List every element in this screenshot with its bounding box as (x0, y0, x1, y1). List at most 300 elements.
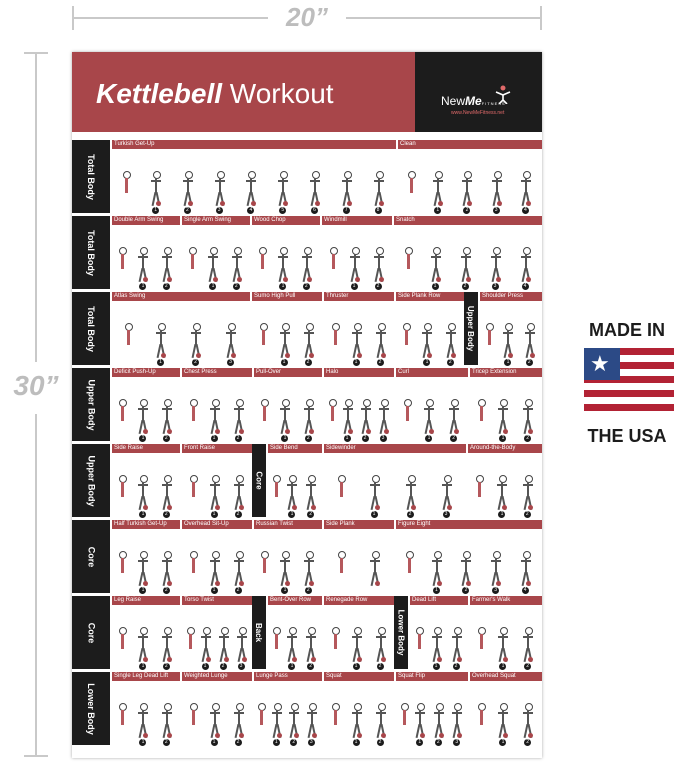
exercise-figure (375, 323, 386, 363)
step-number: 2 (377, 359, 384, 366)
kettlebell-icon (526, 201, 531, 206)
step-number: 2 (163, 587, 170, 594)
exercise-title: Halo (324, 368, 394, 377)
exercise-cell (466, 444, 542, 517)
category-label: Upper Body (72, 444, 110, 517)
kettlebell-icon (466, 581, 471, 586)
exercise-title: Clean (398, 140, 542, 149)
muscle-map-icon (478, 399, 484, 439)
exercise-cell (320, 216, 392, 289)
exercise-figure (200, 627, 211, 667)
category-label: Upper Body (464, 292, 478, 365)
exercise-figure (150, 171, 161, 211)
step-number: 1 (281, 435, 288, 442)
step-number: 1 (139, 739, 146, 746)
exercise-figure (520, 247, 531, 287)
exercise-figure (137, 703, 148, 743)
exercise-cell (468, 368, 542, 441)
muscle-map-icon (261, 551, 267, 591)
exercise-cell (110, 444, 180, 517)
exercise-figure (342, 399, 353, 439)
exercise-figure (520, 171, 531, 211)
exercise-title: Half Turkish Get-Up (112, 520, 180, 529)
exercise-figure (137, 627, 148, 667)
exercise-figure (288, 703, 299, 743)
exercise-figure (233, 475, 244, 515)
step-number: 2 (462, 587, 469, 594)
exercise-title: Snatch (394, 216, 542, 225)
kettlebell-icon (528, 505, 533, 510)
exercise-cell (180, 444, 252, 517)
exercise-figure (351, 323, 362, 363)
step-number: 1 (499, 663, 506, 670)
kettlebell-icon (447, 505, 452, 510)
exercise-title: Double Arm Swing (112, 216, 180, 225)
kettlebell-icon (167, 733, 172, 738)
kettlebell-icon (503, 429, 508, 434)
exercise-figure (421, 323, 432, 363)
exercise-title: Pull-Over (254, 368, 322, 377)
kettlebell-icon (466, 277, 471, 282)
exercise-title: Deficit Push-Up (112, 368, 180, 377)
exercise-title: Curl (396, 368, 468, 377)
exercise-title: Side Plank Row (396, 292, 464, 301)
kettlebell-icon (167, 657, 172, 662)
exercise-title: Side Raise (112, 444, 180, 453)
kettlebell-icon (411, 505, 416, 510)
exercise-figure (233, 399, 244, 439)
exercise-title: Wood Chop (252, 216, 320, 225)
workout-poster (72, 52, 542, 758)
fine-print (533, 752, 534, 756)
exercise-figure (245, 171, 256, 211)
exercise-figure (349, 247, 360, 287)
step-number: 1 (351, 283, 358, 290)
exercise-figure (375, 627, 386, 667)
step-number: 2 (524, 663, 531, 670)
step-number: 1 (433, 663, 440, 670)
muscle-map-icon (190, 703, 196, 743)
exercise-figure (279, 551, 290, 591)
kettlebell-icon (497, 201, 502, 206)
exercise-cell (396, 140, 542, 213)
kettlebell-icon (375, 581, 380, 586)
step-number: 1 (279, 283, 286, 290)
exercise-figure (341, 171, 352, 211)
exercise-cell (252, 368, 322, 441)
muscle-map-icon (338, 475, 344, 515)
muscle-map-icon (403, 323, 409, 363)
exercise-title: Atlas Swing (112, 292, 250, 301)
step-number: 4 (247, 207, 254, 214)
exercise-figure (209, 551, 220, 591)
kettlebell-icon (375, 505, 380, 510)
exercise-figure (218, 627, 229, 667)
kettlebell-icon (427, 353, 432, 358)
step-number: 2 (235, 739, 242, 746)
exercise-figure (461, 171, 472, 211)
kettlebell-icon (503, 657, 508, 662)
step-number: 2 (305, 587, 312, 594)
exercise-cell (180, 596, 252, 669)
muscle-map-icon (190, 399, 196, 439)
exercise-cell (110, 140, 396, 213)
muscle-map-icon (406, 551, 412, 591)
muscle-map-icon (187, 627, 193, 667)
kettlebell-icon (429, 429, 434, 434)
exercise-cell (180, 672, 252, 745)
muscle-map-icon (258, 703, 264, 743)
exercise-cell (110, 596, 180, 669)
step-number: 2 (235, 511, 242, 518)
exercise-figure (460, 551, 471, 591)
kettlebell-icon (315, 201, 320, 206)
exercise-figure (236, 627, 247, 667)
step-number: 3 (238, 663, 245, 670)
step-number: 1 (139, 283, 146, 290)
kettlebell-icon (366, 429, 371, 434)
exercise-figure (161, 475, 172, 515)
exercise-title: Renegade Row (324, 596, 394, 605)
step-number: 2 (524, 435, 531, 442)
step-number: 2 (192, 359, 199, 366)
kettlebell-icon (526, 277, 531, 282)
step-number: 3 (308, 739, 315, 746)
exercise-figure (279, 399, 290, 439)
exercise-cell (252, 520, 322, 593)
exercise-title: Squat (324, 672, 394, 681)
muscle-map-icon (332, 627, 338, 667)
muscle-map-icon (404, 399, 410, 439)
kettlebell-icon (381, 733, 386, 738)
muscle-map-icon (123, 171, 129, 211)
step-number: 2 (375, 283, 382, 290)
kettlebell-icon (167, 429, 172, 434)
muscle-map-icon (119, 247, 125, 287)
kettlebell-icon (309, 581, 314, 586)
poster-banner (72, 52, 542, 132)
width-label: 20” (286, 2, 328, 32)
muscle-map-icon (259, 247, 265, 287)
step-number: 2 (377, 739, 384, 746)
exercise-cell (394, 520, 542, 593)
muscle-map-icon (332, 323, 338, 363)
kettlebell-icon (309, 429, 314, 434)
kettlebell-icon (215, 429, 220, 434)
kettlebell-icon (215, 505, 220, 510)
exercise-cell (180, 520, 252, 593)
step-number: 2 (462, 283, 469, 290)
kettlebell-icon (143, 581, 148, 586)
step-number: 2 (305, 359, 312, 366)
brand-name: NewMeFITNESS (441, 94, 506, 108)
exercise-cell (266, 596, 322, 669)
exercise-figure (432, 171, 443, 211)
step-number: 1 (157, 359, 164, 366)
exercise-cell (322, 520, 394, 593)
step-number: 2 (233, 283, 240, 290)
exercise-title: Thruster (324, 292, 394, 301)
step-number: 2 (377, 663, 384, 670)
step-number: 1 (498, 511, 505, 518)
step-number: 1 (504, 359, 511, 366)
kettlebell-icon (347, 201, 352, 206)
kettlebell-icon (283, 277, 288, 282)
muscle-map-icon (273, 475, 279, 515)
kettlebell-icon (381, 657, 386, 662)
step-number: 1 (288, 511, 295, 518)
muscle-map-icon (338, 551, 344, 591)
exercise-title: Bent-Over Row (268, 596, 322, 605)
muscle-map-icon (408, 171, 414, 211)
step-number: 1 (211, 587, 218, 594)
kettlebell-icon (242, 657, 247, 662)
step-number: 8 (375, 207, 382, 214)
kettlebell-icon (436, 277, 441, 282)
kettlebell-icon (251, 201, 256, 206)
exercise-figure (414, 703, 425, 743)
exercise-cell (322, 596, 394, 669)
exercise-figure (277, 247, 288, 287)
kettlebell-icon (457, 657, 462, 662)
step-number: 2 (435, 739, 442, 746)
step-number: 1 (139, 663, 146, 670)
kettlebell-icon (143, 429, 148, 434)
exercise-figure (190, 323, 201, 363)
exercise-title: Squat Flip (396, 672, 468, 681)
kettlebell-icon (215, 581, 220, 586)
exercise-cell (394, 368, 468, 441)
kettlebell-icon (439, 733, 444, 738)
kettlebell-icon (285, 581, 290, 586)
step-number: 3 (443, 511, 450, 518)
exercise-title: Overhead Squat (470, 672, 542, 681)
kettlebell-icon (188, 201, 193, 206)
kettlebell-icon (384, 429, 389, 434)
step-number: 2 (303, 283, 310, 290)
step-number: 1 (353, 739, 360, 746)
kettlebell-icon (307, 277, 312, 282)
exercise-title: Figure Eight (396, 520, 542, 529)
kettlebell-icon (357, 353, 362, 358)
exercise-figure (491, 171, 502, 211)
exercise-figure (271, 703, 282, 743)
step-number: 1 (273, 739, 280, 746)
exercise-title: Dead Lift (410, 596, 468, 605)
step-number: 2 (524, 511, 531, 518)
step-number: 1 (211, 739, 218, 746)
step-number: 1 (288, 663, 295, 670)
exercise-cell (468, 596, 542, 669)
kettlebell-icon (502, 505, 507, 510)
muscle-map-icon (119, 627, 125, 667)
exercise-cell (110, 520, 180, 593)
exercise-figure (431, 627, 442, 667)
exercise-title: Windmill (322, 216, 392, 225)
step-number: 1 (353, 663, 360, 670)
category-label: Back (252, 596, 266, 669)
exercise-title: Turkish Get-Up (112, 140, 396, 149)
exercise-row (72, 216, 542, 289)
exercise-figure (303, 551, 314, 591)
exercise-title: Single Leg Dead Lift (112, 672, 180, 681)
step-number: 3 (380, 435, 387, 442)
exercise-title: Tricep Extension (470, 368, 542, 377)
exercise-title: Sumo High Pull (252, 292, 322, 301)
exercise-figure (496, 475, 507, 515)
step-number: 2 (362, 435, 369, 442)
exercise-cell (250, 216, 320, 289)
kettlebell-icon (285, 353, 290, 358)
kettlebell-icon (503, 733, 508, 738)
muscle-map-icon (330, 247, 336, 287)
kettlebell-icon (508, 353, 513, 358)
the-usa-text: THE USA (587, 426, 667, 446)
category-label: Total Body (72, 292, 110, 365)
exercise-cell (408, 596, 468, 669)
kettlebell-icon (143, 657, 148, 662)
exercise-figure (233, 703, 244, 743)
exercise-figure (497, 399, 508, 439)
step-number: 2 (235, 435, 242, 442)
exercise-cell (180, 368, 252, 441)
step-number: 1 (432, 283, 439, 290)
muscle-map-icon (416, 627, 422, 667)
kettlebell-icon (312, 733, 317, 738)
exercise-figure (305, 475, 316, 515)
step-number: 1 (353, 359, 360, 366)
exercise-figure (137, 399, 148, 439)
kettlebell-icon (355, 277, 360, 282)
step-number: 2 (407, 511, 414, 518)
step-number: 1 (433, 587, 440, 594)
exercise-row (72, 520, 542, 593)
kettlebell-icon (143, 505, 148, 510)
muscle-map-icon (405, 247, 411, 287)
exercise-row (72, 140, 542, 213)
step-number: 3 (493, 207, 500, 214)
exercise-cell (252, 672, 322, 745)
kettlebell-icon (143, 277, 148, 282)
kettlebell-icon (167, 505, 172, 510)
exercise-row (72, 292, 542, 365)
exercise-figure (431, 551, 442, 591)
exercise-figure (522, 399, 533, 439)
exercise-figure (137, 247, 148, 287)
step-number: 1 (499, 435, 506, 442)
muscle-map-icon (273, 627, 279, 667)
exercise-figure (309, 171, 320, 211)
step-number: 2 (163, 739, 170, 746)
exercise-row (72, 368, 542, 441)
exercise-figure (303, 399, 314, 439)
step-number: 2 (184, 207, 191, 214)
step-number: 2 (307, 511, 314, 518)
muscle-map-icon (125, 323, 131, 363)
exercise-figure (451, 627, 462, 667)
exercise-cell (110, 292, 250, 365)
exercise-figure (445, 323, 456, 363)
kettlebell-icon (239, 505, 244, 510)
step-number: 1 (211, 435, 218, 442)
muscle-map-icon (261, 399, 267, 439)
step-number: 1 (281, 359, 288, 366)
exercise-figure (423, 399, 434, 439)
step-number: 1 (344, 435, 351, 442)
kettlebell-icon (196, 353, 201, 358)
exercise-title: Around-the-Body (468, 444, 542, 453)
kettlebell-icon (379, 277, 384, 282)
exercise-figure (369, 551, 380, 591)
muscle-map-icon (329, 399, 335, 439)
exercise-figure (378, 399, 389, 439)
step-number: 1 (209, 283, 216, 290)
kettlebell-icon (231, 353, 236, 358)
brand-url: www.NewMeFitness.net (451, 110, 505, 116)
exercise-cell (110, 368, 180, 441)
muscle-map-icon (190, 475, 196, 515)
kettlebell-icon (530, 353, 535, 358)
exercise-figure (524, 323, 535, 363)
exercise-row (72, 672, 542, 745)
exercise-figure (279, 323, 290, 363)
exercise-title: Torso Twist (182, 596, 252, 605)
category-label: Lower Body (72, 672, 110, 745)
exercise-figure (209, 475, 220, 515)
exercise-row (72, 444, 542, 517)
kettlebell-icon (496, 277, 501, 282)
step-number: 2 (526, 359, 533, 366)
kettlebell-icon (348, 429, 353, 434)
kettlebell-icon (239, 733, 244, 738)
exercise-figure (490, 551, 501, 591)
step-number: 6 (311, 207, 318, 214)
exercise-figure (301, 247, 312, 287)
muscle-map-icon (260, 323, 266, 363)
step-number: 1 (139, 511, 146, 518)
exercise-cell (110, 672, 180, 745)
step-number: 1 (423, 359, 430, 366)
step-number: 1 (139, 587, 146, 594)
exercise-figure (305, 627, 316, 667)
step-number: 1 (416, 739, 423, 746)
exercise-cell (392, 216, 542, 289)
kettlebell-icon (292, 505, 297, 510)
category-label: Core (72, 596, 110, 669)
step-number: 3 (492, 587, 499, 594)
step-number: 1 (425, 435, 432, 442)
step-number: 2 (524, 739, 531, 746)
step-number: 2 (163, 283, 170, 290)
step-number: 1 (281, 587, 288, 594)
us-flag-icon: ★ (584, 348, 674, 418)
step-number: 2 (235, 587, 242, 594)
exercise-cell (322, 368, 394, 441)
kettlebell-icon (285, 429, 290, 434)
exercise-figure (137, 551, 148, 591)
category-label: Core (252, 444, 266, 517)
exercise-figure (369, 475, 380, 515)
step-number: 4 (522, 283, 529, 290)
exercise-cell (322, 672, 394, 745)
kettlebell-icon (379, 201, 384, 206)
muscle-map-icon (476, 475, 482, 515)
exercise-title: Lunge Pass (254, 672, 322, 681)
kettlebell-icon (357, 733, 362, 738)
exercise-figure (351, 703, 362, 743)
exercise-figure (522, 627, 533, 667)
kettlebell-icon (437, 581, 442, 586)
